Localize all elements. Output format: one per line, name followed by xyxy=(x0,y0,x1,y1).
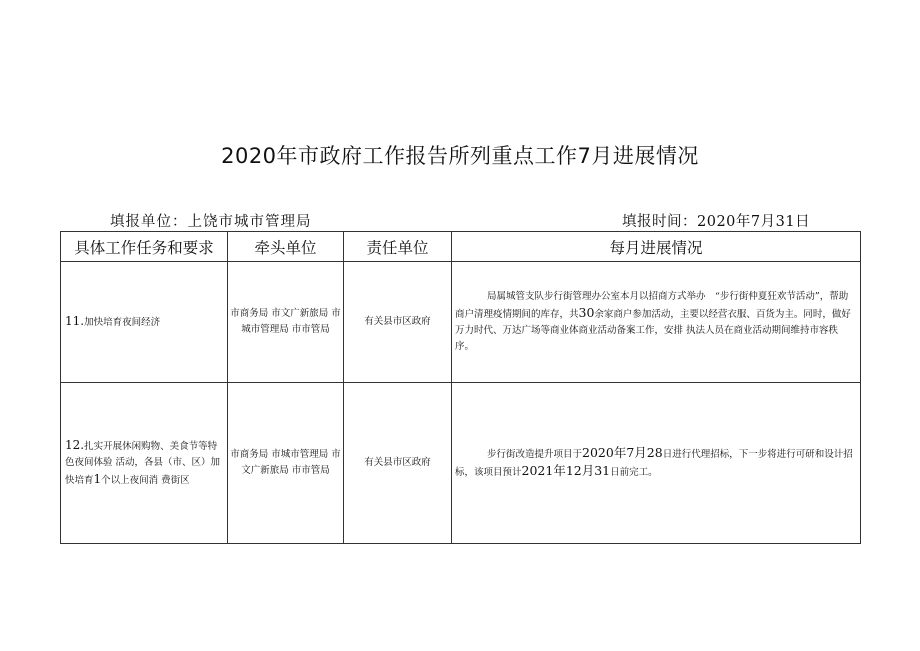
progress-cell xyxy=(452,262,861,383)
task-text: 加快培育夜间经济 xyxy=(84,317,161,328)
progress-date: 2021年12月31 xyxy=(521,463,611,478)
table-row xyxy=(61,383,861,544)
table-header-row xyxy=(61,232,861,262)
table-row xyxy=(61,262,861,383)
fill-unit: 填报单位：上饶市城市管理局 xyxy=(110,214,312,230)
header-responsible-unit: 责任单位 xyxy=(344,232,452,262)
progress-date: 2020年7月28 xyxy=(582,445,663,460)
page-title: 2020年市政府工作报告所列重点工作7月进展情况 xyxy=(221,144,699,168)
lead-unit-cell: 市商务局 市城市管理局 市文广新旅局 市市管局 xyxy=(228,383,344,544)
task-number: 11. xyxy=(65,314,85,328)
task-text: 个以上夜间消 费街区 xyxy=(101,475,190,486)
task-number: 1 xyxy=(93,472,102,486)
responsible-unit-cell: 有关县市区政府 xyxy=(344,262,452,383)
task-number: 12. xyxy=(65,438,85,452)
progress-text: 日进行代理招标，下一步将进行可研和设计招标，该项目预计 xyxy=(455,449,853,478)
header-lead-unit: 牵头单位 xyxy=(228,232,344,262)
fill-time: 填报时间：2020年7月31日 xyxy=(622,214,811,230)
task-text: 扎实开展休闲购物、美食节等特色夜间体验 活动，各县（市、区）加 快培育 xyxy=(65,441,221,486)
header-task: 具体工作任务和要求 xyxy=(61,232,228,262)
progress-cell xyxy=(452,383,861,544)
task-cell xyxy=(61,262,228,383)
progress-text: 日前完工。 xyxy=(610,467,658,478)
header-progress: 每月进展情况 xyxy=(452,232,861,262)
task-cell xyxy=(61,383,228,544)
lead-unit-cell: 市商务局 市文广新旅局 市城市管理局 市市管局 xyxy=(228,262,344,383)
responsible-unit-cell: 有关县市区政府 xyxy=(344,383,452,544)
progress-text: 余家商户参加活动，主要以经营衣服、百货为主。同时，做好万力时代、万达广场等商业体商业活动备案工作，安排 执法人员在商业活动期间维持市容秩序。 xyxy=(455,309,851,352)
progress-table xyxy=(60,231,861,544)
progress-text: 步行街改造提升项目于 xyxy=(487,449,583,460)
progress-text: 局属城管支队步行街管理办公室本月以招商方式举办 “步行街仲夏狂欢节活动”，帮助商户清理疫情期间的库存，共 xyxy=(455,291,849,320)
progress-number: 30 xyxy=(578,305,595,320)
